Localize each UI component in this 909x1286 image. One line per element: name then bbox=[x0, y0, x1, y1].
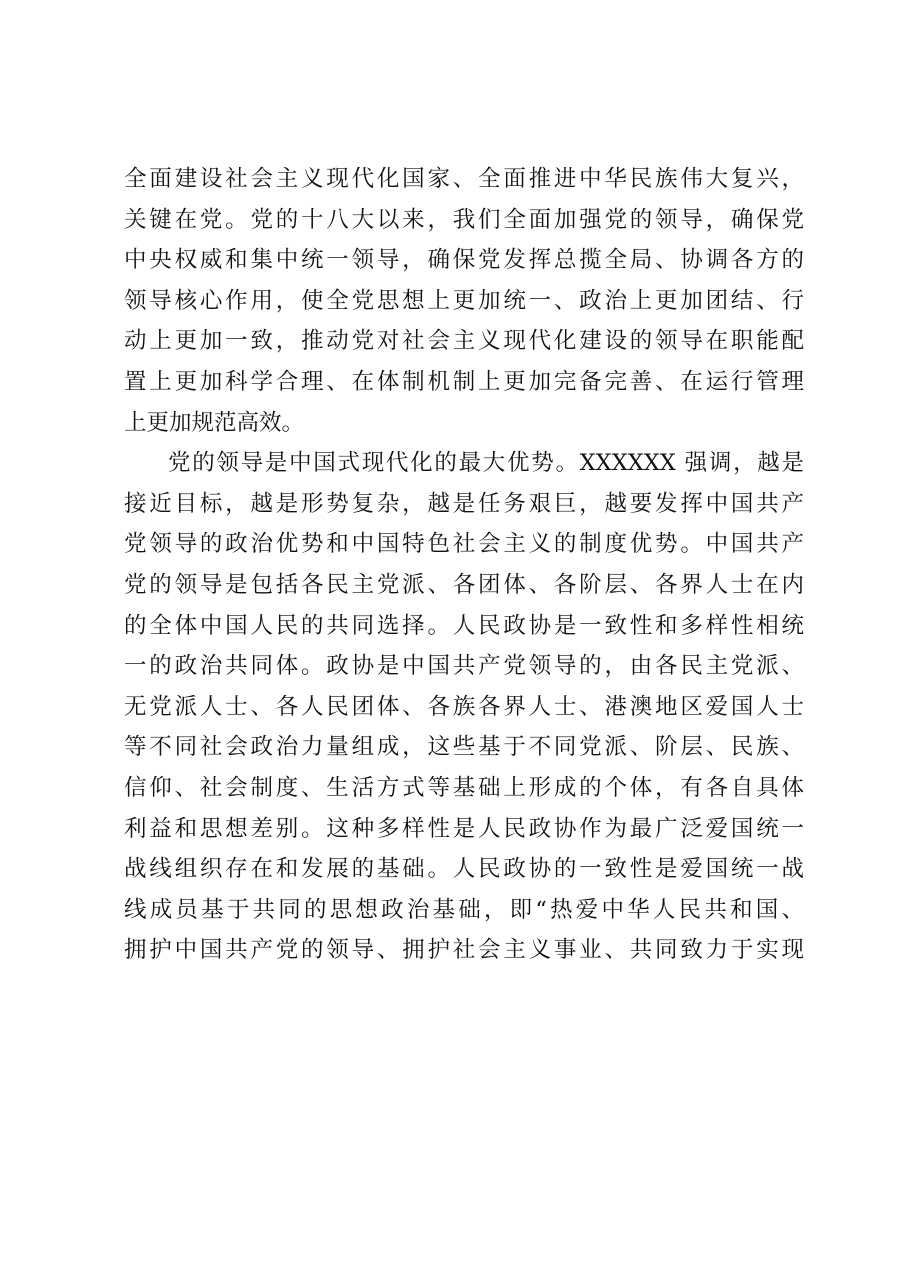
paragraph bbox=[124, 159, 804, 443]
text-line: 全面建设社会主义现代化国家、全面推进中华民族伟大复兴， bbox=[124, 166, 804, 192]
text-line: 拥护中国共产党的领导、拥护社会主义事业、共同致力于实现 bbox=[124, 937, 804, 964]
text-line: 领导核心作用，使全党思想上更加统一、政治上更加团结、行 bbox=[124, 287, 804, 314]
document-body bbox=[124, 159, 804, 971]
text-line: 等不同社会政治力量组成，这些基于不同党派、阶层、民族、 bbox=[124, 734, 804, 761]
text-line: 中央权威和集中统一领导，确保党发挥总揽全局、协调各方的 bbox=[124, 247, 804, 274]
paragraph bbox=[124, 443, 804, 971]
text-line: 一的政治共同体。政协是中国共产党领导的，由各民主党派、 bbox=[124, 653, 804, 680]
text-line: 党领导的政治优势和中国特色社会主义的制度优势。中国共产 bbox=[124, 531, 804, 558]
text-line: 置上更加科学合理、在体制机制上更加完备完善、在运行管理 bbox=[124, 368, 804, 395]
text-line: 利益和思想差别。这种多样性是人民政协作为最广泛爱国统一 bbox=[124, 815, 804, 842]
text-line: 战线组织存在和发展的基础。人民政协的一致性是爱国统一战 bbox=[124, 856, 804, 883]
text-line: 信仰、社会制度、生活方式等基础上形成的个体，有各自具体 bbox=[124, 774, 804, 801]
text-line: 党的领导是包括各民主党派、各团体、各阶层、各界人士在内 bbox=[124, 571, 804, 598]
text-line: 党的领导是中国式现代化的最大优势。XXXXXX 强调，越是 bbox=[168, 450, 804, 477]
text-line: 接近目标，越是形势复杂，越是任务艰巨，越要发挥中国共产 bbox=[124, 490, 804, 517]
text-line: 无党派人士、各人民团体、各族各界人士、港澳地区爱国人士 bbox=[124, 693, 804, 720]
text-line: 动上更加一致，推动党对社会主义现代化建设的领导在职能配 bbox=[124, 328, 804, 355]
text-line: 关键在党。党的十八大以来，我们全面加强党的领导，确保党 bbox=[124, 206, 804, 233]
text-line: 上更加规范高效。 bbox=[124, 409, 305, 436]
text-line: 线成员基于共同的思想政治基础，即“热爱中华人民共和国、 bbox=[124, 896, 804, 923]
text-line: 的全体中国人民的共同选择。人民政协是一致性和多样性相统 bbox=[124, 612, 804, 639]
